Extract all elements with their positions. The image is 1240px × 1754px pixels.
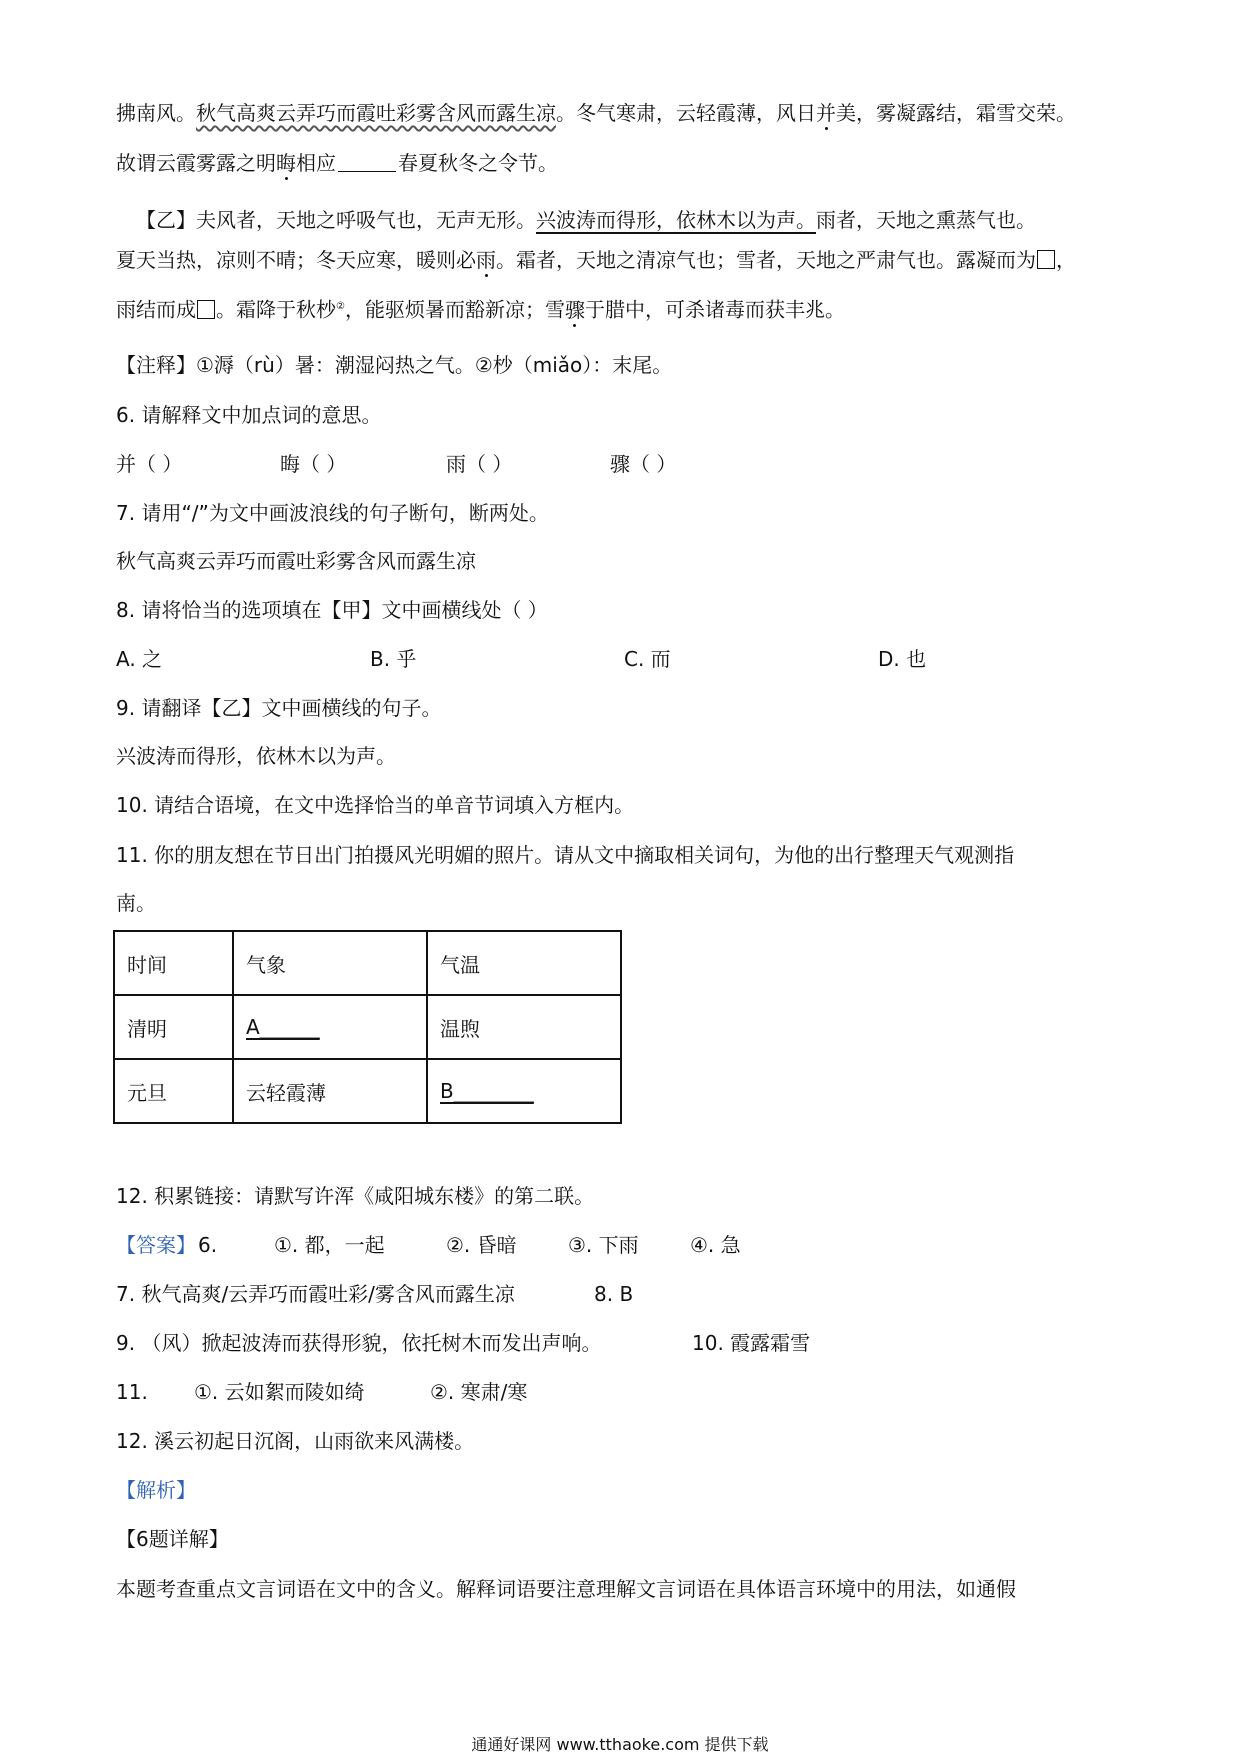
text-span: 夏天当热，凉则不晴；冬天应寒，暖则必 <box>116 248 476 272</box>
blank-yu: 雨（ ） <box>446 452 513 476</box>
table-row <box>114 995 621 1059</box>
option-b: B. 乎 <box>370 647 417 671</box>
text-span: 于腊中，可杀诸毒而获丰兆。 <box>584 297 845 322</box>
table-cell: 清明 <box>114 995 233 1059</box>
table-row <box>114 1059 621 1123</box>
question-9: 9. 请翻译【乙】文中画横线的句子。 <box>116 696 442 720</box>
text-span: 。霜者，天地之清凉气也；雪者，天地之严肃气也。露凝而为 <box>496 248 1036 272</box>
blank-b: B________ <box>440 1079 534 1103</box>
question-10: 10. 请结合语境，在文中选择恰当的单音节词填入方框内。 <box>116 793 635 817</box>
blank-hui: 晦（ ） <box>280 452 347 476</box>
dotted-word-yu: 雨 <box>476 248 496 272</box>
fill-blank-line <box>338 153 396 172</box>
passage-yi-line-2: 夏天当热，凉则不晴；冬天应寒，暖则必雨。霜者，天地之清凉气也；雪者，天地之严肃气也。露凝而为 ， <box>116 248 1076 272</box>
answer-item: ③. 下雨 <box>568 1233 639 1257</box>
option-d: D. 也 <box>878 647 927 671</box>
text-span: 美，雾凝露结，霜雪交荣。 <box>836 101 1076 125</box>
underlined-sentence: 兴波涛而得形，依林木以为声。 <box>536 208 816 232</box>
analysis-label: 【解析】 <box>116 1478 196 1502</box>
answer-box <box>1037 250 1055 269</box>
answer-11 <box>116 1377 816 1407</box>
answer-number: 11. <box>116 1380 148 1404</box>
text-span: 拂南风。 <box>116 101 196 125</box>
answer-7-8 <box>116 1279 816 1309</box>
table-cell <box>427 1059 621 1123</box>
text-span: ，能驱烦暑而豁新凉；雪 <box>344 297 565 322</box>
table-cell <box>233 995 427 1059</box>
answer-9-10 <box>116 1328 916 1358</box>
footer-watermark: 通通好课网 www.tthaoke.com 提供下载 <box>471 1735 769 1754</box>
text-span: 雨者，天地之熏蒸气也。 <box>816 208 1036 232</box>
footnote-marker: ② <box>336 301 345 312</box>
answer-item: ②. 寒肃/寒 <box>430 1380 528 1404</box>
answer-item: ④. 急 <box>690 1233 741 1257</box>
text-span: 故谓云霞雾露之明 <box>116 151 276 175</box>
question-12: 12. 积累链接：请默写许浑《咸阳城东楼》的第二联。 <box>116 1184 595 1208</box>
text-span: 。冬气寒肃，云轻霞薄，风日 <box>556 101 816 125</box>
answer-6 <box>116 1230 816 1260</box>
question-6: 6. 请解释文中加点词的意思。 <box>116 403 382 427</box>
table-row <box>114 931 621 995</box>
table-header-cell: 时间 <box>114 931 233 995</box>
question-7: 7. 请用“/”为文中画波浪线的句子断句，断两处。 <box>116 501 549 525</box>
q6-detail-heading: 【6题详解】 <box>116 1527 229 1551</box>
text-span: 相应 <box>296 151 336 175</box>
table-cell: 元旦 <box>114 1059 233 1123</box>
answer-8: 8. B <box>594 1282 634 1306</box>
question-11-line-2: 南。 <box>116 891 156 915</box>
text-span: 【乙】夫风者，天地之呼吸气也，无声无形。 <box>136 208 536 232</box>
text-span: 春夏秋冬之令节。 <box>398 151 558 175</box>
table-cell: 云轻霞薄 <box>233 1059 427 1123</box>
table-header-cell: 气象 <box>233 931 427 995</box>
passage-jia-line-1 <box>116 98 1076 128</box>
passage-yi-line-3 <box>116 292 845 325</box>
blank-zhou: 骤（ ） <box>610 452 677 476</box>
answer-number: 6. <box>198 1233 218 1257</box>
answer-12: 12. 溪云初起日沉阁，山雨欲来风满楼。 <box>116 1429 475 1453</box>
text-span: 。霜降于秋杪 <box>216 297 336 322</box>
table-cell: 温煦 <box>427 995 621 1059</box>
answer-item: ①. 云如絮而陵如绮 <box>194 1380 365 1404</box>
dotted-word-zhou: 骤 <box>564 297 585 322</box>
answer-9: 9. （风）掀起波涛而获得形貌，依托树木而发出声响。 <box>116 1331 602 1355</box>
question-8: 8. 请将恰当的选项填在【甲】文中画横线处（ ） <box>116 598 548 622</box>
answer-10: 10. 霞露霜雪 <box>692 1331 811 1355</box>
blank-bing: 并（ ） <box>116 452 183 476</box>
answer-7: 7. 秋气高爽/云弄巧而霞吐彩/雾含风而露生凉 <box>116 1282 515 1306</box>
option-a: A. 之 <box>116 647 163 671</box>
q6-detail-text: 本题考查重点文言词语在文中的含义。解释词语要注意理解文言词语在具体语言环境中的用法，如通假 <box>116 1577 1016 1601</box>
answer-item: ①. 都，一起 <box>274 1233 385 1257</box>
question-11-line-1: 11. 你的朋友想在节日出门拍摄风光明媚的照片。请从文中摘取相关词句，为他的出行整理天气观测指 <box>116 843 1015 867</box>
passage-yi-line-1 <box>136 205 1036 235</box>
wavy-underlined-sentence: 秋气高爽云弄巧而霞吐彩雾含风而露生凉 <box>196 101 556 125</box>
answer-label: 【答案】 <box>116 1233 196 1257</box>
blank-a: A______ <box>246 1015 320 1039</box>
question-7-sentence: 秋气高爽云弄巧而霞吐彩雾含风而露生凉 <box>116 549 476 573</box>
dotted-word-hui: 晦 <box>276 151 296 175</box>
passage-jia-line-2 <box>116 148 558 178</box>
text-span: 雨结而成 <box>116 297 196 322</box>
question-9-sentence: 兴波涛而得形，依林木以为声。 <box>116 744 396 768</box>
answer-item: ②. 昏暗 <box>446 1233 517 1257</box>
weather-guide-table <box>113 930 622 1124</box>
answer-box <box>197 300 215 319</box>
table-header-cell: 气温 <box>427 931 621 995</box>
notes: 【注释】①溽（rù）暑：潮湿闷热之气。②杪（miǎo）：末尾。 <box>116 353 673 377</box>
option-c: C. 而 <box>624 647 671 671</box>
dotted-word-bing: 并 <box>816 101 836 125</box>
